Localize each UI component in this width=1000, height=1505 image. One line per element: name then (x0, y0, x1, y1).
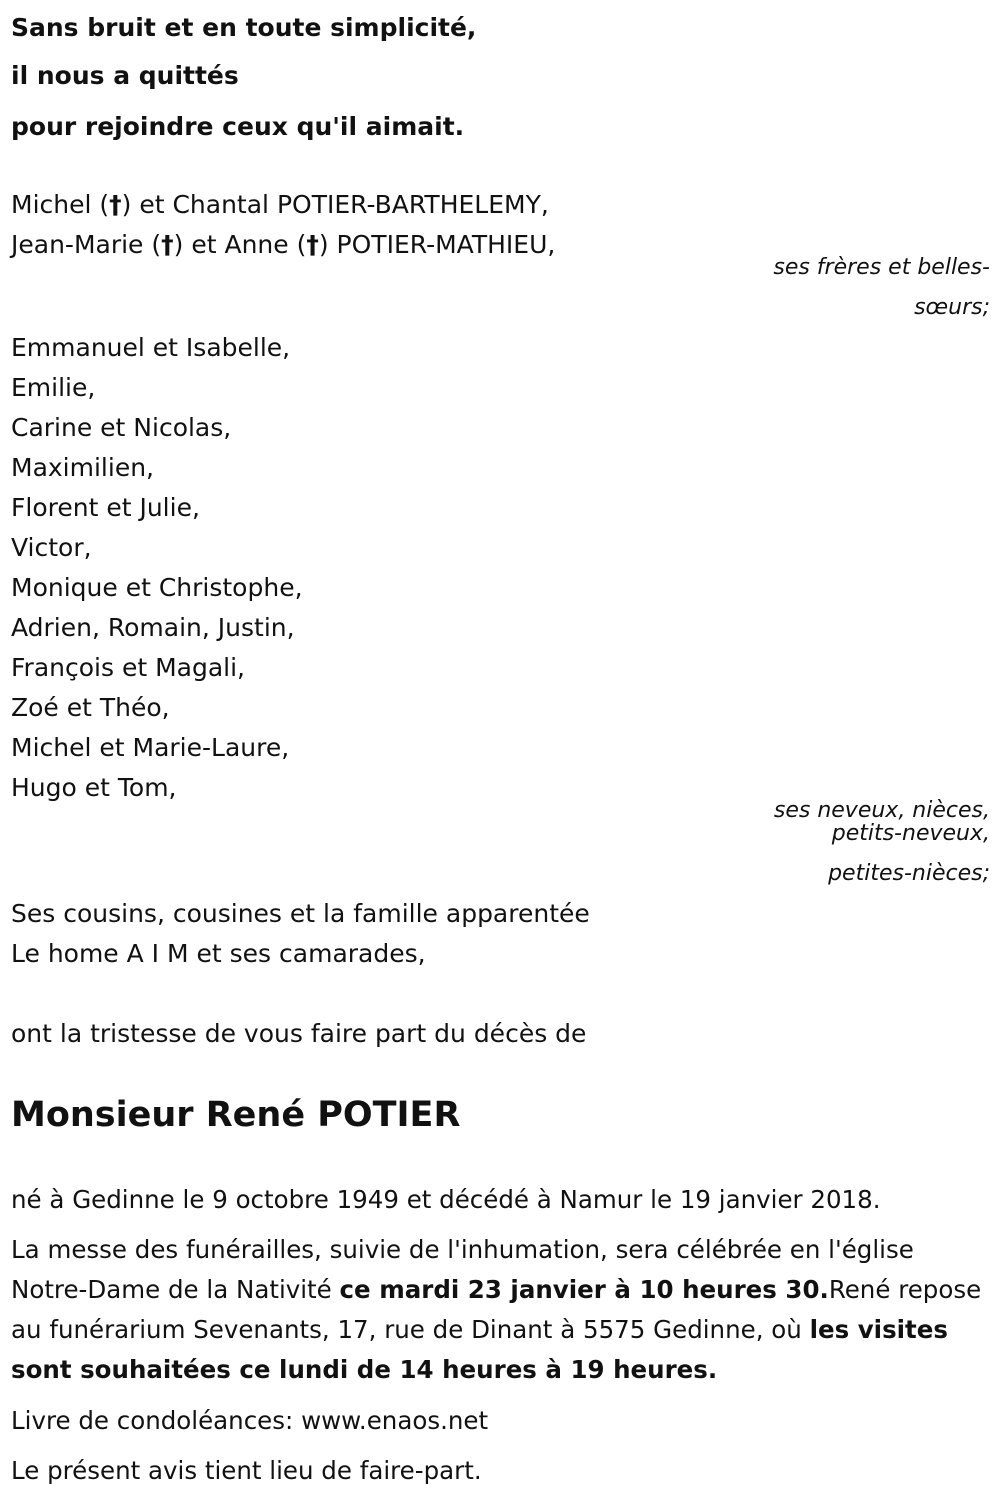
cross-icon: † (109, 190, 122, 219)
nephew-line: Monique et Christophe, (11, 573, 303, 602)
nephew-line: Emmanuel et Isabelle, (11, 333, 291, 362)
nephew-line: Michel et Marie-Laure, (11, 733, 290, 762)
funeral-date: ce mardi 23 janvier à 10 heures 30. (339, 1275, 829, 1304)
birth-death-line: né à Gedinne le 9 octobre 1949 et décédé à Namur le 19 janvier 2018. (11, 1185, 881, 1214)
nephew-line: Adrien, Romain, Justin, (11, 613, 295, 642)
care-home-line: Le home A I M et ses camarades, (11, 939, 426, 968)
nephew-line: François et Magali, (11, 653, 246, 682)
siblings-role-line-2: sœurs; (914, 295, 990, 320)
relatives-line: Ses cousins, cousines et la famille apparentée (11, 899, 590, 928)
cross-icon: † (161, 230, 174, 259)
nephews-role-line-2: petits-neveux, (831, 821, 990, 846)
visiting-hours: les visites sont souhaitées ce lundi de 14 heures à 19 heures. (11, 1315, 948, 1384)
opening-line-2: il nous a quittés (11, 61, 239, 90)
siblings-role-line-1: ses frères et belles- (773, 255, 990, 280)
nephew-line: Hugo et Tom, (11, 773, 177, 802)
nephews-role-line-3: petites-nièces; (828, 861, 990, 886)
sibling-line-1: Michel (†) et Chantal POTIER-BARTHELEMY, (11, 190, 549, 219)
funeral-paragraph: La messe des funérailles, suivie de l'inhumation, sera célébrée en l'église Notre-Dame de la Nativité ce mardi 23 janvier à 10 heures 30.René repose au funérarium Sevenants, 17, rue de Dinant à 5575 Gedinne, où les visites sont souhaitées ce lundi de 14 heures à 19 heures. (11, 1235, 982, 1384)
nephew-line: Maximilien, (11, 453, 154, 482)
opening-line-1: Sans bruit et en toute simplicité, (11, 13, 477, 42)
deceased-name: Monsieur René POTIER (11, 1095, 461, 1135)
nephew-line: Emilie, (11, 373, 96, 402)
nephew-line: Florent et Julie, (11, 493, 200, 522)
cross-icon: † (306, 230, 319, 259)
opening-line-3: pour rejoindre ceux qu'il aimait. (11, 112, 465, 141)
closing-line: Le présent avis tient lieu de faire-part. (11, 1456, 482, 1485)
nephew-line: Zoé et Théo, (11, 693, 170, 722)
condolences-line: Livre de condoléances: www.enaos.net (11, 1406, 489, 1435)
nephew-line: Victor, (11, 533, 92, 562)
announcement-line: ont la tristesse de vous faire part du décès de (11, 1019, 587, 1048)
nephews-role-line-1: ses neveux, nièces, (773, 798, 990, 823)
sibling-line-2: Jean-Marie (†) et Anne (†) POTIER-MATHIEU, (11, 230, 556, 259)
nephew-line: Carine et Nicolas, (11, 413, 232, 442)
